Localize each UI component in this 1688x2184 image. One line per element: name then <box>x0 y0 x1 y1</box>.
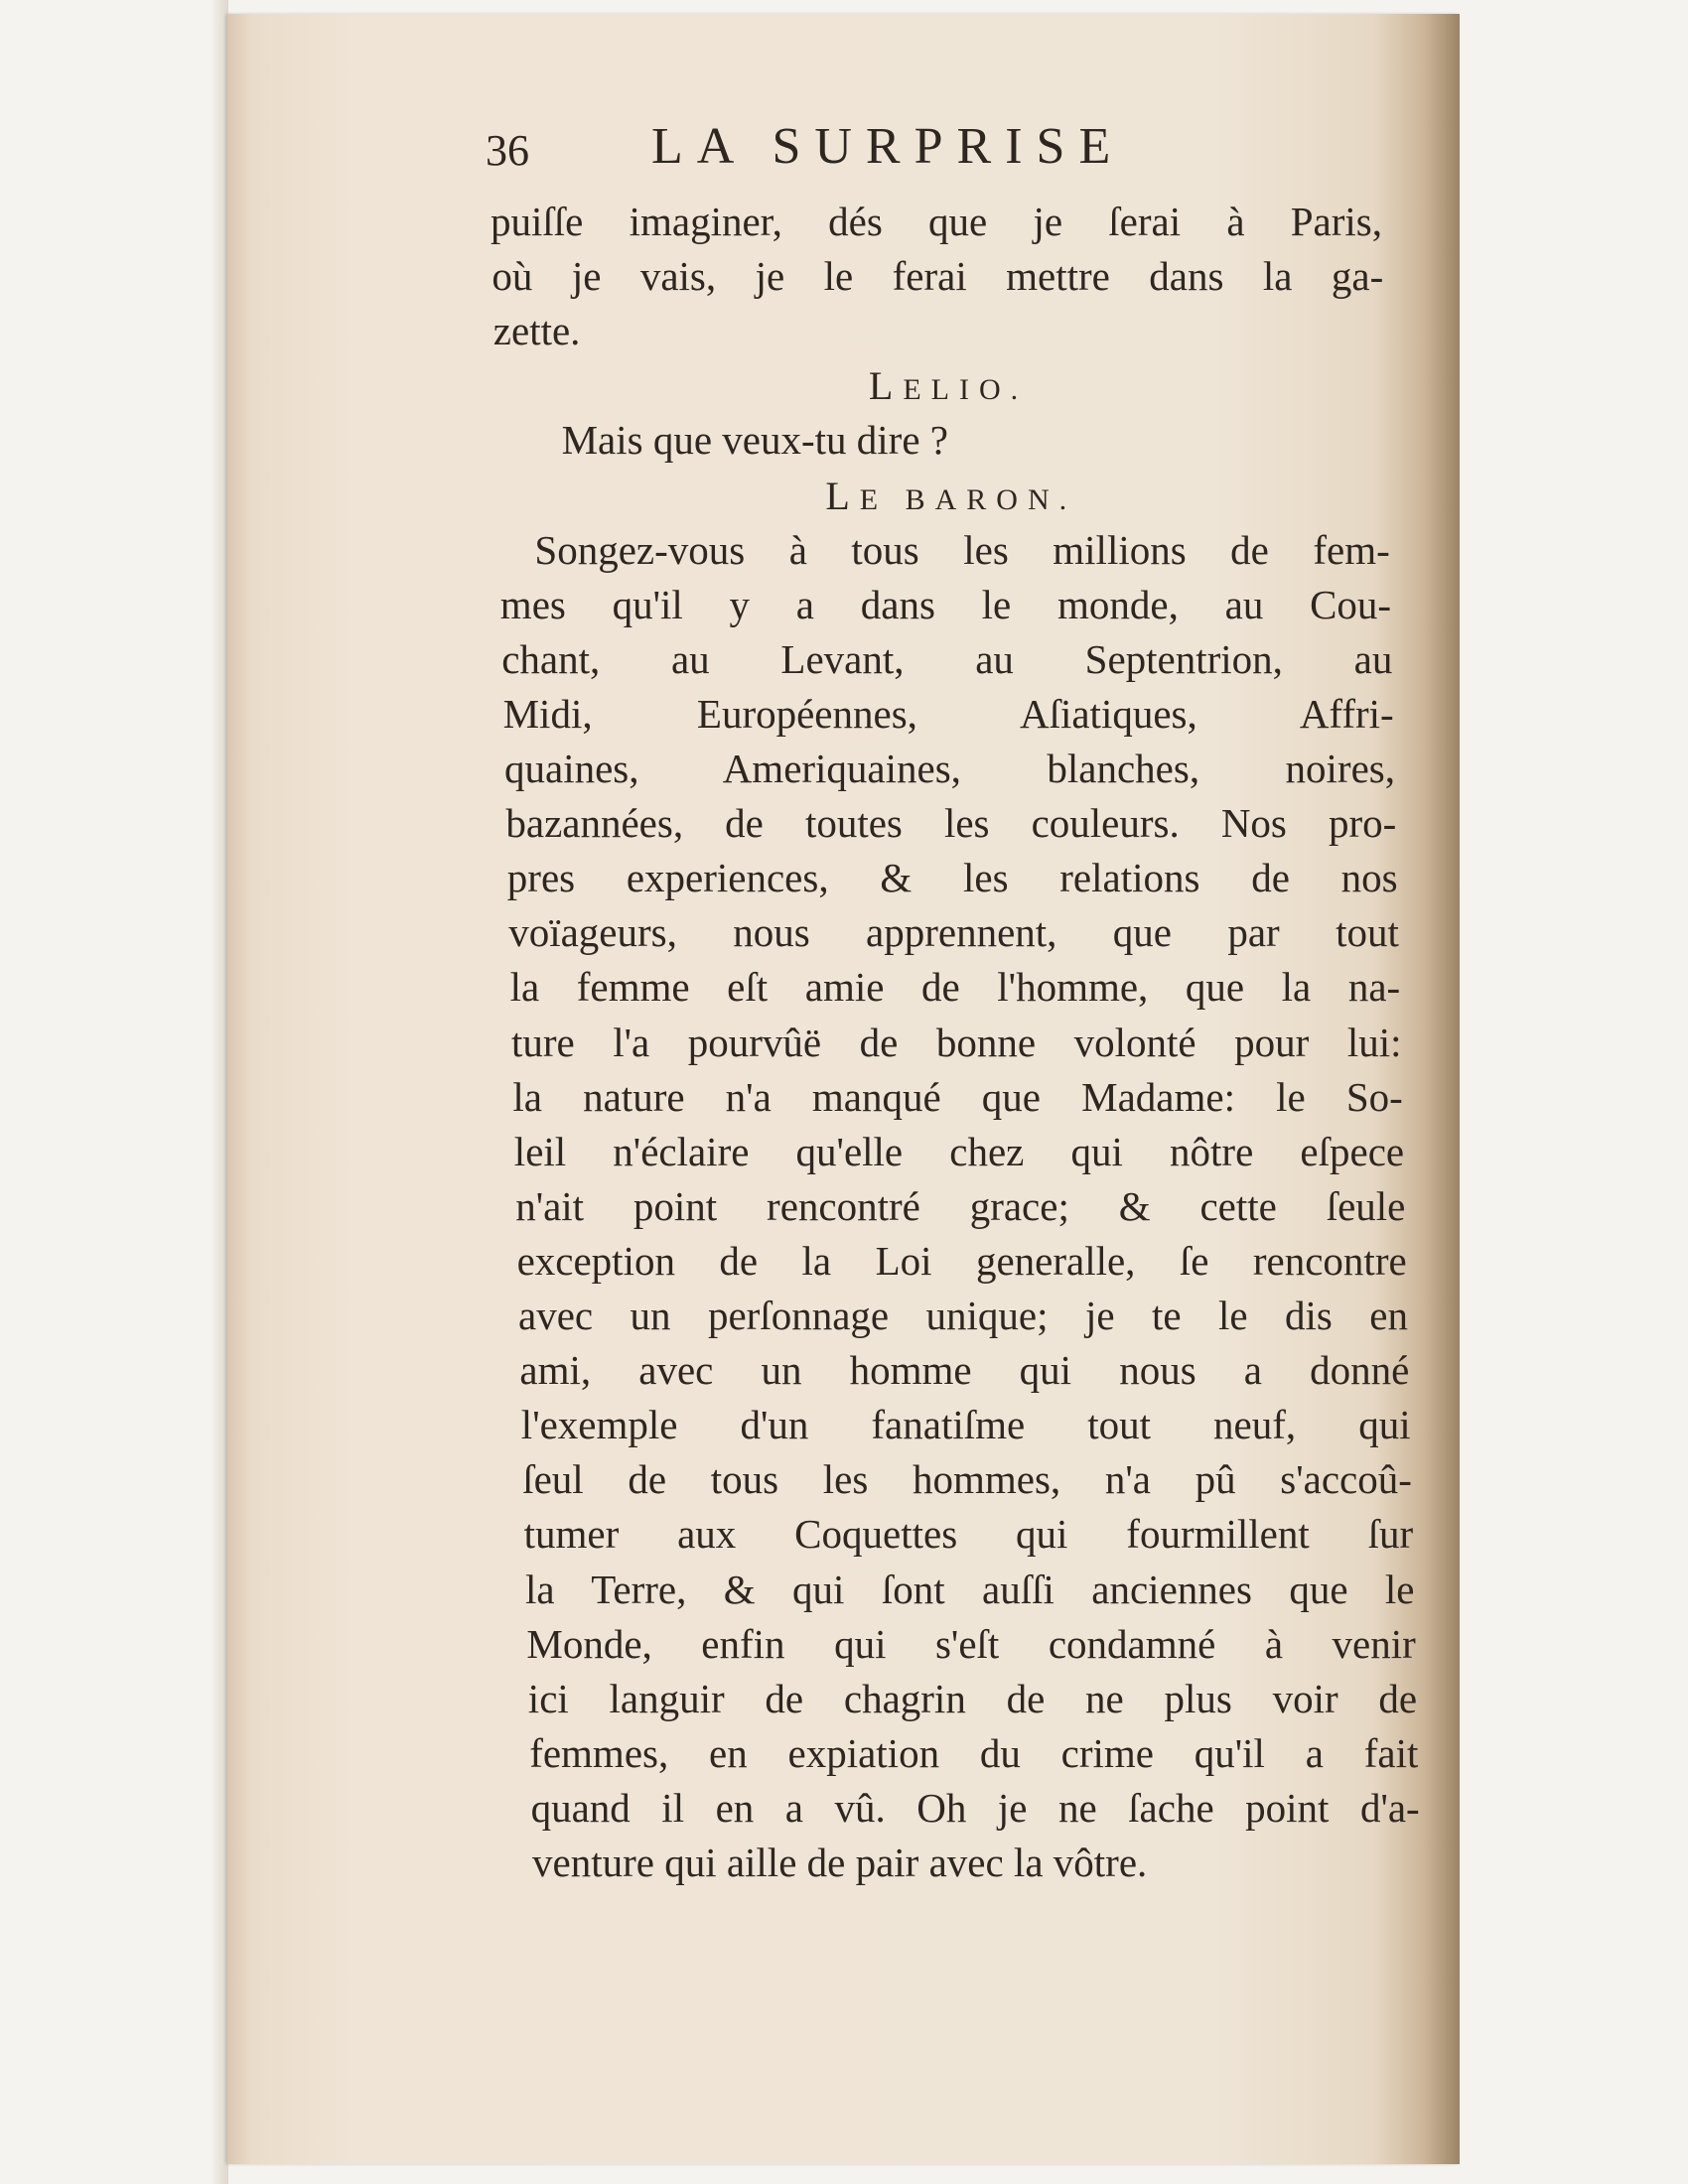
text-line: ici languir de chagrin de ne plus voir de <box>527 1675 1418 1721</box>
text-line: la nature n'a manqué que Madame: le So- <box>512 1073 1403 1120</box>
text-line: femmes, en expiation du crime qu'il a fait <box>529 1729 1419 1776</box>
text-line: l'exemple d'un fanatiſme tout neuf, qui <box>520 1402 1411 1448</box>
speaker-name <box>869 358 1028 417</box>
text-line: tumer aux Coquettes qui fourmillent ſur <box>523 1511 1414 1558</box>
text-line: zette. <box>492 308 581 354</box>
running-title: LA SURPRISE <box>651 118 1125 175</box>
text-line: puiſſe imaginer, dés que je ſerai à Paris, <box>491 199 1382 244</box>
text-line: Mais que veux-tu dire ? <box>561 417 948 464</box>
page-number: 36 <box>486 126 529 175</box>
text-line: Songez-vous à tous les millions de fem- <box>534 526 1390 573</box>
text-line: exception de la Loi generalle, ſe rencontre <box>516 1237 1407 1284</box>
text-line: la femme eſt amie de l'homme, que la na- <box>509 964 1401 1011</box>
text-line: chant, au Levant, au Septentrion, au <box>501 635 1393 682</box>
text-line: avec un perſonnage unique; je te le dis en <box>518 1293 1408 1338</box>
speaker-initial: L <box>868 363 904 409</box>
text-line: leil n'éclaire qu'elle chez qui nôtre eſpece <box>513 1128 1405 1174</box>
text-line: ſeul de tous les hommes, n'a pû s'accoû- <box>522 1456 1412 1503</box>
running-header <box>486 117 1200 177</box>
text-line: venture qui aille de pair avec la vôtre. <box>532 1840 1148 1885</box>
text-line: ture l'a pourvûë de bonne volonté pour lui: <box>511 1019 1402 1065</box>
speaker-rest: E BARON. <box>859 482 1077 516</box>
text-line: Monde, enfin qui s'eſt condamné à venir <box>526 1620 1416 1667</box>
text-line: où je vais, je le ferai mettre dans la ga- <box>492 253 1384 300</box>
text-line: bazannées, de toutes les couleurs. Nos pro- <box>505 800 1397 847</box>
speaker-rest: ELIO. <box>903 373 1029 407</box>
text-line: la Terre, & qui ſont auſſi anciennes que le <box>525 1566 1415 1612</box>
speaker-initial: L <box>825 473 860 518</box>
text-line: ami, avec un homme qui nous a donné <box>519 1347 1410 1394</box>
text-line: pres experiences, & les relations de nos <box>506 855 1398 901</box>
text-line: Midi, Européennes, Aſiatiques, Affri- <box>502 690 1394 737</box>
text-line: quand il en a vû. Oh je ne ſache point d'a- <box>530 1784 1420 1831</box>
page-edge-shadow <box>211 0 228 2184</box>
text-line: voïageurs, nous apprennent, que par tout <box>508 909 1399 956</box>
speaker-name <box>825 469 1076 527</box>
text-line: mes qu'il y a dans le monde, au Cou- <box>499 581 1392 627</box>
text-line: n'ait point rencontré grace; & cette ſeule <box>515 1182 1406 1229</box>
text-line: quaines, Ameriquaines, blanches, noires, <box>504 746 1395 791</box>
